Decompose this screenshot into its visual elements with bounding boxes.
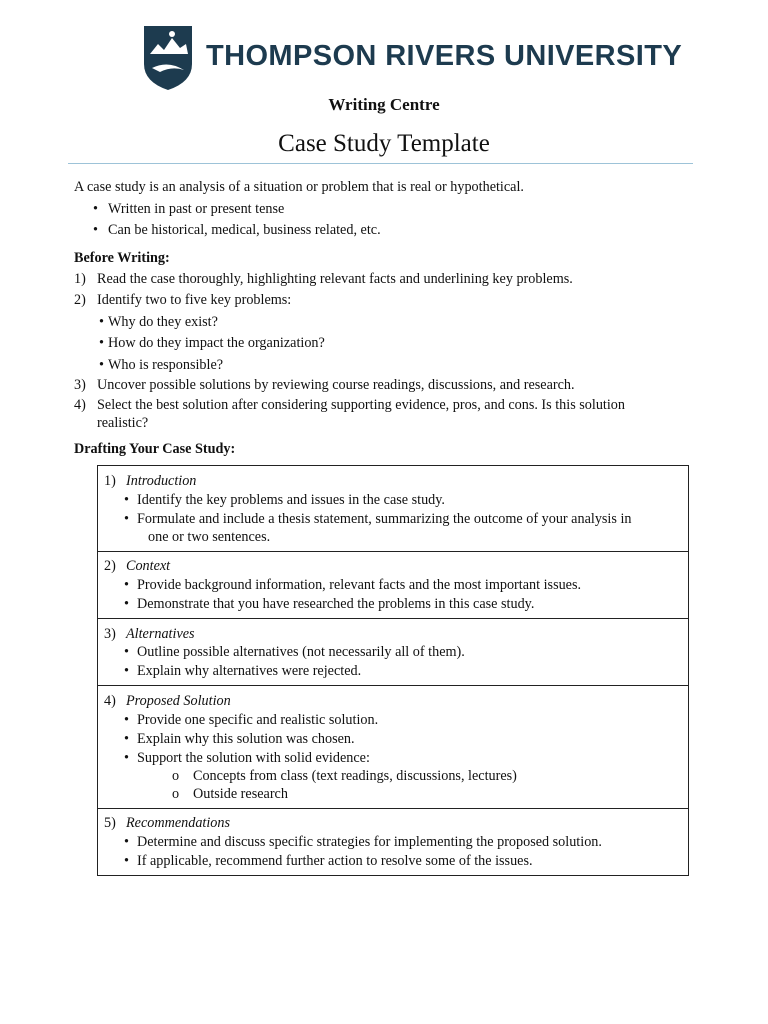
bullet-icon: • — [124, 492, 129, 508]
section-number: 3) — [104, 626, 116, 642]
university-name: THOMPSON RIVERS UNIVERSITY — [206, 40, 683, 72]
drafting-heading: Drafting Your Case Study: — [74, 441, 236, 457]
step-text: Uncover possible solutions by reviewing course readings, discussions, and research. — [97, 377, 575, 393]
intro-text: A case study is an analysis of a situation or problem that is real or hypothetical. — [74, 179, 524, 195]
sub-bullet: Concepts from class (text readings, discussions, lectures) — [193, 768, 517, 784]
section-bullet: If applicable, recommend further action to resolve some of the issues. — [137, 853, 533, 869]
bullet-icon: • — [124, 644, 129, 660]
section-bullet: Explain why this solution was chosen. — [137, 731, 355, 747]
section-bullet: Provide background information, relevant facts and the most important issues. — [137, 577, 582, 593]
section-bullet: Determine and discuss specific strategies for implementing the proposed solution. — [137, 834, 602, 850]
step-number: 2) — [74, 292, 86, 308]
bullet-icon: • — [124, 731, 129, 747]
section-bullet: Provide one specific and realistic solution. — [137, 712, 379, 728]
section-number: 2) — [104, 558, 116, 574]
sub-bullet: Outside research — [193, 786, 288, 802]
intro-bullet: Can be historical, medical, business related, etc. — [108, 222, 381, 238]
section-bullet: Demonstrate that you have researched the problems in this case study. — [137, 596, 535, 612]
section-bullet: Formulate and include a thesis statement, summarizing the outcome of your analysis in — [137, 511, 632, 527]
bullet-icon: • — [124, 834, 129, 850]
sub-bullet: Who is responsible? — [108, 357, 224, 373]
before-writing-heading: Before Writing: — [74, 250, 170, 266]
step-text: Read the case thoroughly, highlighting relevant facts and underlining key problems. — [97, 271, 573, 287]
sub-bullet-marker: o — [172, 786, 180, 802]
section-title: Recommendations — [126, 815, 231, 831]
bullet-icon: • — [99, 335, 104, 351]
sub-bullet: Why do they exist? — [108, 314, 218, 330]
bullet-icon: • — [93, 222, 98, 238]
intro-bullet: Written in past or present tense — [108, 201, 285, 217]
university-logo — [142, 24, 702, 92]
section-number: 4) — [104, 693, 116, 709]
bullet-icon: • — [93, 201, 98, 217]
page-title: Case Study Template — [278, 130, 490, 157]
step-number: 1) — [74, 271, 86, 287]
bullet-icon: • — [99, 357, 104, 373]
shield-logo-icon — [142, 24, 194, 92]
section-title: Introduction — [126, 473, 197, 489]
section-bullet: Support the solution with solid evidence: — [137, 750, 370, 766]
section-title: Alternatives — [126, 626, 195, 642]
section-bullet: Outline possible alternatives (not necessarily all of them). — [137, 644, 465, 660]
bullet-icon: • — [124, 577, 129, 593]
bullet-icon: • — [124, 596, 129, 612]
section-number: 1) — [104, 473, 116, 489]
bullet-icon: • — [124, 663, 129, 679]
bullet-icon: • — [99, 314, 104, 330]
bullet-icon: • — [124, 750, 129, 766]
section-title: Context — [126, 558, 171, 574]
section-title: Proposed Solution — [126, 693, 231, 709]
step-text-continued: realistic? — [97, 415, 149, 431]
sub-bullet-marker: o — [172, 768, 180, 784]
bullet-icon: • — [124, 853, 129, 869]
section-bullet: Identify the key problems and issues in the case study. — [137, 492, 445, 508]
sub-bullet: How do they impact the organization? — [108, 335, 325, 351]
step-number: 4) — [74, 397, 86, 413]
department-heading: Writing Centre — [328, 95, 440, 114]
step-number: 3) — [74, 377, 86, 393]
section-number: 5) — [104, 815, 116, 831]
bullet-icon: • — [124, 511, 129, 527]
step-text: Identify two to five key problems: — [97, 292, 292, 308]
section-bullet: Explain why alternatives were rejected. — [137, 663, 362, 679]
section-bullet-continued: one or two sentences. — [148, 529, 271, 545]
title-divider — [68, 163, 693, 164]
step-text: Select the best solution after considering supporting evidence, pros, and cons. Is this solution — [97, 397, 625, 413]
bullet-icon: • — [124, 712, 129, 728]
